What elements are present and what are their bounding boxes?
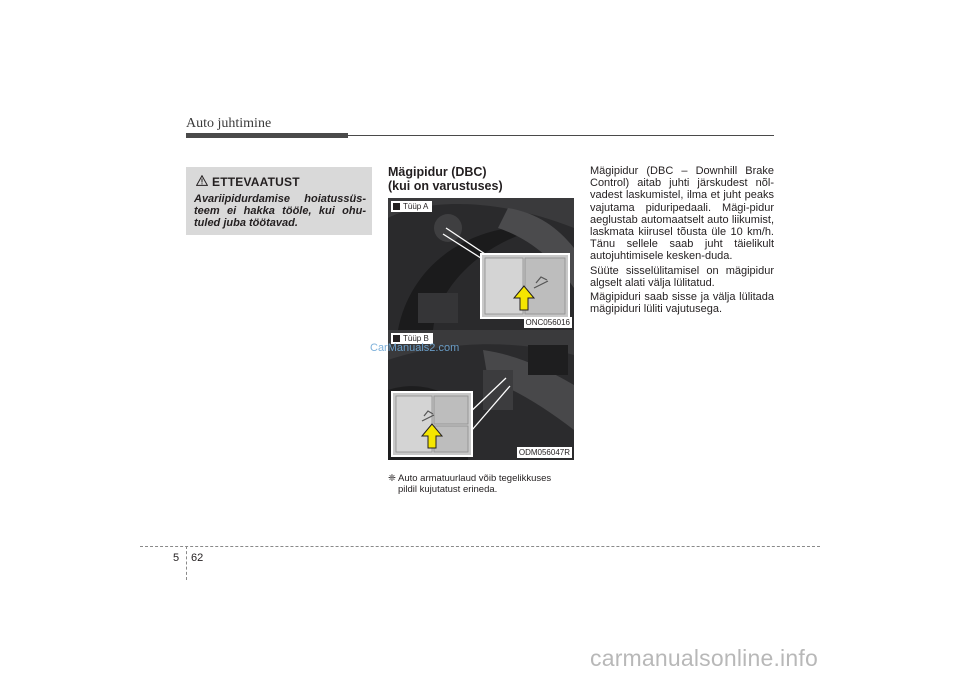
- body-text: [590, 165, 774, 317]
- footer-rule: [140, 546, 820, 547]
- body-paragraph-3: Mägipiduri saab sisse ja välja lülitada mägipiduri lüliti vajutusega.: [590, 291, 774, 316]
- figure-note-line2: pildil kujutatust erineda.: [398, 484, 498, 495]
- figure-type-a: [388, 198, 574, 330]
- header-rule: [348, 135, 774, 136]
- square-bullet-icon: [393, 335, 400, 342]
- header-bar: [186, 133, 348, 138]
- warning-title: ETTEVAATUST: [212, 175, 300, 189]
- header-title: Auto juhtimine: [186, 116, 272, 131]
- watermark-bottom: carmanualsonline.info: [590, 645, 818, 671]
- figure-a-label-text: Tüüp A: [403, 202, 429, 211]
- warning-box: [186, 167, 372, 235]
- section-title-line1: Mägipidur (DBC): [388, 165, 487, 179]
- body-paragraph-1: Mägipidur (DBC – Downhill Brake Control) aitab juhti järskudest nõl-vadest laskumistel, ilma et juht peaks vajutama piduripedaali. Mägi-pidur aeglustab automaatselt auto liikumist, laskmata kiirusel tõusta üle 10 km/h. Tänu sellele saab juht täielikult autojuhtimisele kesken-duda.: [590, 165, 774, 263]
- watermark-mid: CarManuals2.com: [370, 342, 460, 354]
- warning-text: Avariipidurdamise hoiatussüs-teem ei hakka tööle, kui ohu-tuled juba töötavad.: [194, 193, 366, 229]
- warning-header: [196, 173, 366, 191]
- footer-page-number: 62: [191, 552, 204, 564]
- section-title: [388, 165, 503, 193]
- footer-chapter: 5: [173, 552, 180, 564]
- section-title-line2: (kui on varustuses): [388, 179, 503, 193]
- figure-note-line1: [388, 473, 574, 484]
- figure-a-label: [391, 201, 432, 212]
- figure-note-text1: Auto armatuurlaud võib tegelikkuses: [398, 473, 552, 484]
- note-symbol: ❈: [388, 473, 396, 484]
- figure-note: [388, 473, 574, 495]
- warning-triangle-icon: [196, 173, 208, 191]
- figure-b-label-text: Tüüp B: [403, 334, 429, 343]
- square-bullet-icon: [393, 203, 400, 210]
- body-paragraph-2: Süüte sisselülitamisel on mägipidur algselt alati välja lülitatud.: [590, 264, 774, 289]
- dashboard-photo-a: [388, 198, 574, 330]
- footer-divider: [186, 546, 187, 580]
- figure-b-code: ODM056047R: [518, 448, 570, 457]
- figure-a-code: ONC056016: [525, 318, 570, 327]
